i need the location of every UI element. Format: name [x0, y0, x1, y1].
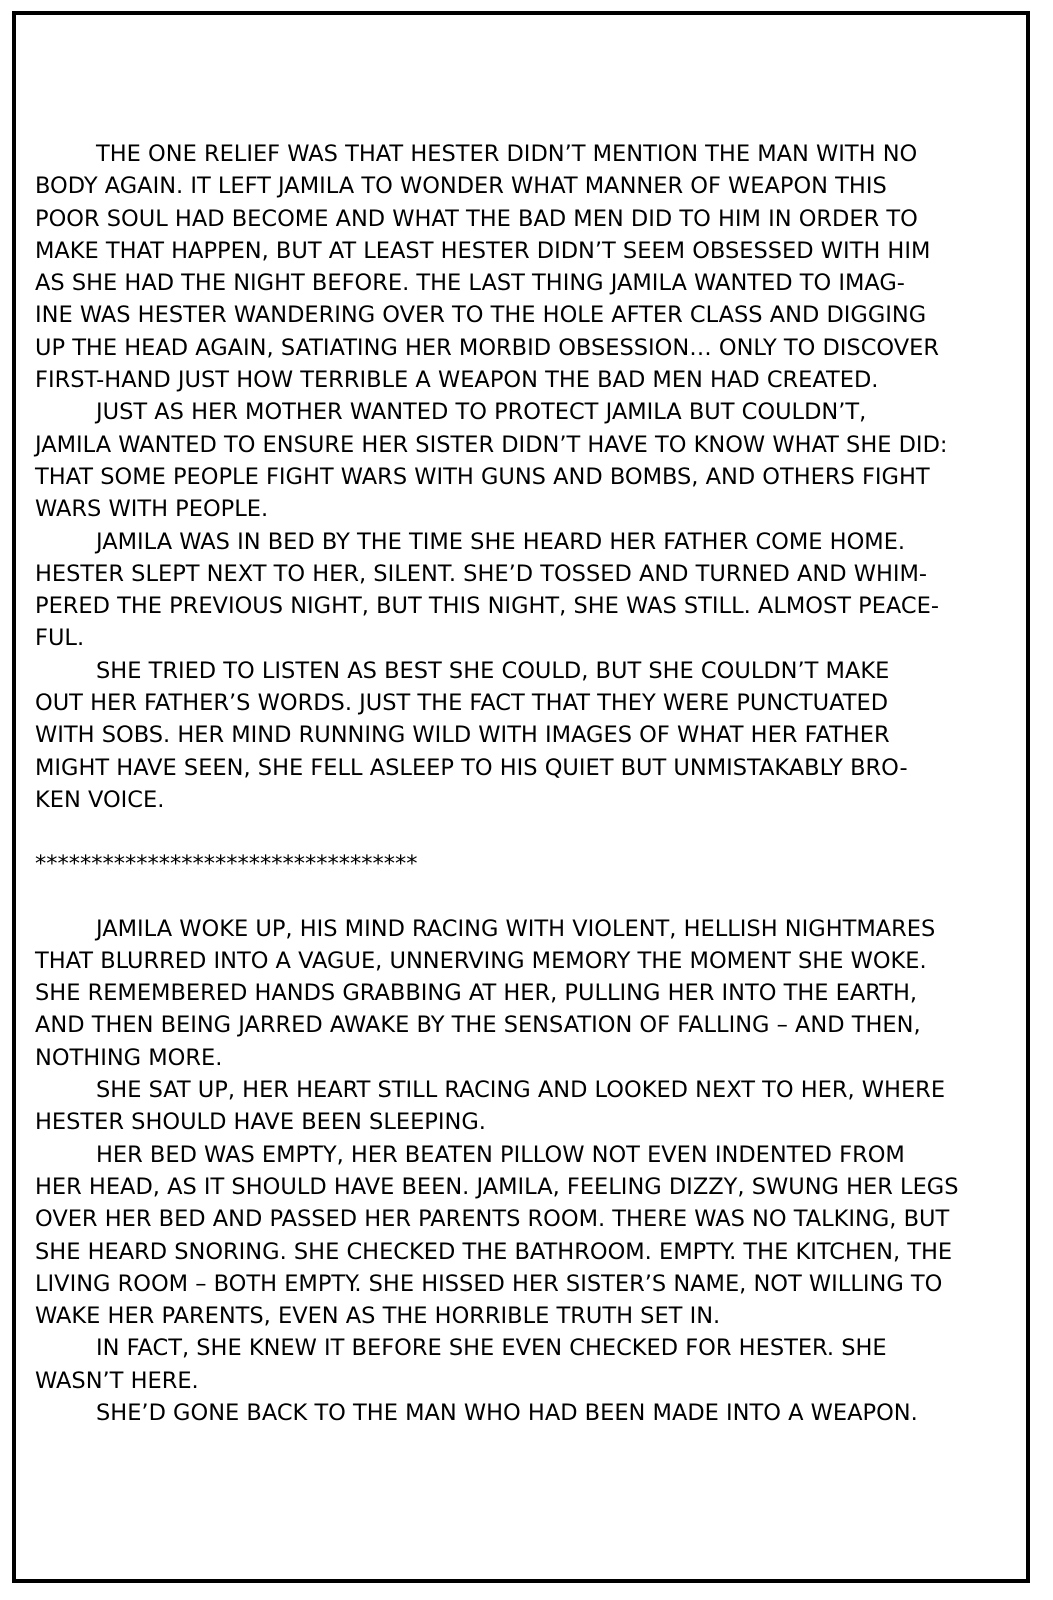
story-text — [35, 138, 1005, 1429]
paragraph-4 — [35, 655, 1005, 816]
text-line: SHE TRIED TO LISTEN AS BEST SHE COULD, BUT SHE COULDN’T MAKE — [96, 657, 890, 684]
text-line: JAMILA WAS IN BED BY THE TIME SHE HEARD HER FATHER COME HOME. — [96, 528, 906, 555]
spacer — [35, 881, 1005, 913]
paragraph-9 — [35, 1397, 1005, 1429]
paragraph-7 — [35, 1139, 1005, 1333]
text-line: JAMILA WANTED TO ENSURE HER SISTER DIDN’T HAVE TO KNOW WHAT SHE DID: — [35, 431, 948, 458]
text-line: BODY AGAIN. IT LEFT JAMILA TO WONDER WHAT MANNER OF WEAPON THIS — [35, 173, 887, 200]
text-line: MAKE THAT HAPPEN, BUT AT LEAST HESTER DIDN’T SEEM OBSESSED WITH HIM — [35, 237, 931, 264]
text-line: THAT SOME PEOPLE FIGHT WARS WITH GUNS AND BOMBS, AND OTHERS FIGHT — [35, 463, 930, 490]
paragraph-2 — [35, 396, 1005, 525]
text-line: INE WAS HESTER WANDERING OVER TO THE HOLE AFTER CLASS AND DIGGING — [35, 302, 927, 329]
text-line: HER BED WAS EMPTY, HER BEATEN PILLOW NOT EVEN INDENTED FROM — [96, 1141, 905, 1168]
text-line: HESTER SLEPT NEXT TO HER, SILENT. SHE’D TOSSED AND TURNED AND WHIM- — [35, 560, 928, 587]
text-line: FUL. — [35, 625, 85, 652]
text-line: HER HEAD, AS IT SHOULD HAVE BEEN. JAMILA, FEELING DIZZY, SWUNG HER LEGS — [35, 1173, 959, 1200]
text-line: SHE SAT UP, HER HEART STILL RACING AND LOOKED NEXT TO HER, WHERE — [96, 1077, 946, 1104]
text-line: THE ONE RELIEF WAS THAT HESTER DIDN’T MENTION THE MAN WITH NO — [96, 141, 918, 167]
paragraph-1 — [35, 138, 1005, 396]
text-line: NOTHING MORE. — [35, 1044, 223, 1071]
text-line: FIRST-HAND JUST HOW TERRIBLE A WEAPON THE BAD MEN HAD CREATED. — [35, 367, 879, 394]
paragraph-3 — [35, 526, 1005, 655]
text-line: POOR SOUL HAD BECOME AND WHAT THE BAD MEN DID TO HIM IN ORDER TO — [35, 205, 918, 232]
text-line: WAKE HER PARENTS, EVEN AS THE HORRIBLE TRUTH SET IN. — [35, 1303, 721, 1330]
text-line: AS SHE HAD THE NIGHT BEFORE. THE LAST THING JAMILA WANTED TO IMAG- — [35, 270, 905, 297]
text-line: OUT HER FATHER’S WORDS. JUST THE FACT THAT THEY WERE PUNCTUATED — [35, 690, 889, 717]
text-line: KEN VOICE. — [35, 786, 165, 813]
text-line: AND THEN BEING JARRED AWAKE BY THE SENSATION OF FALLING – AND THEN, — [35, 1012, 921, 1039]
spacer — [35, 816, 1005, 848]
paragraph-8 — [35, 1332, 1005, 1397]
section-divider: ********************************** — [35, 851, 418, 878]
text-line: HESTER SHOULD HAVE BEEN SLEEPING. — [35, 1109, 486, 1136]
paragraph-6 — [35, 1074, 1005, 1139]
text-line: THAT BLURRED INTO A VAGUE, UNNERVING MEMORY THE MOMENT SHE WOKE. — [35, 947, 927, 974]
text-line: IN FACT, SHE KNEW IT BEFORE SHE EVEN CHECKED FOR HESTER. SHE — [96, 1335, 887, 1362]
text-line: PERED THE PREVIOUS NIGHT, BUT THIS NIGHT, SHE WAS STILL. ALMOST PEACE- — [35, 593, 939, 620]
text-line: SHE’D GONE BACK TO THE MAN WHO HAD BEEN MADE INTO A WEAPON. — [96, 1399, 918, 1426]
paragraph-5 — [35, 913, 1005, 1074]
text-line: JUST AS HER MOTHER WANTED TO PROTECT JAMILA BUT COULDN’T, — [96, 399, 867, 426]
text-line: OVER HER BED AND PASSED HER PARENTS ROOM. THERE WAS NO TALKING, BUT — [35, 1206, 950, 1233]
text-line: WARS WITH PEOPLE. — [35, 496, 269, 523]
text-line: SHE REMEMBERED HANDS GRABBING AT HER, PULLING HER INTO THE EARTH, — [35, 980, 918, 1007]
text-line: MIGHT HAVE SEEN, SHE FELL ASLEEP TO HIS QUIET BUT UNMISTAKABLY BRO- — [35, 754, 908, 781]
text-line: LIVING ROOM – BOTH EMPTY. SHE HISSED HER SISTER’S NAME, NOT WILLING TO — [35, 1270, 943, 1297]
text-line: WASN’T HERE. — [35, 1367, 199, 1394]
text-line: WITH SOBS. HER MIND RUNNING WILD WITH IMAGES OF WHAT HER FATHER — [35, 722, 890, 749]
text-line: SHE HEARD SNORING. SHE CHECKED THE BATHROOM. EMPTY. THE KITCHEN, THE — [35, 1238, 953, 1265]
text-line: UP THE HEAD AGAIN, SATIATING HER MORBID OBSESSION… ONLY TO DISCOVER — [35, 334, 939, 361]
text-line: JAMILA WOKE UP, HIS MIND RACING WITH VIOLENT, HELLISH NIGHTMARES — [96, 915, 936, 942]
